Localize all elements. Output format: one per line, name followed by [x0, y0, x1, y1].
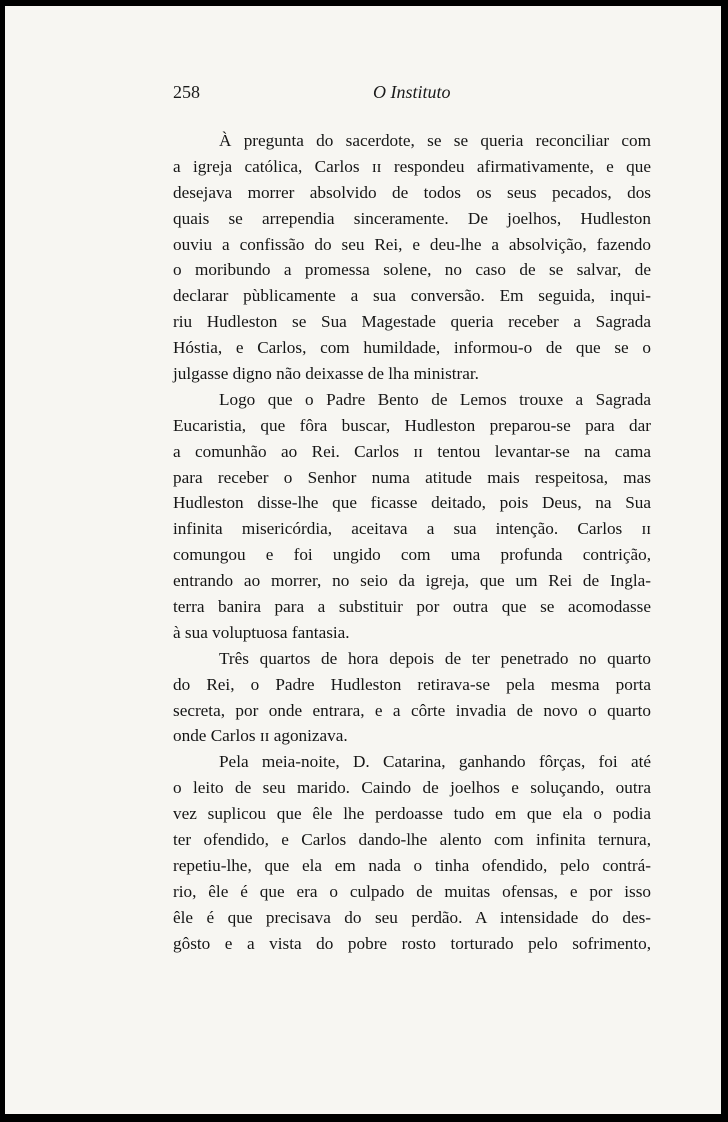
text-line: entrando ao morrer, no seio da igreja, que um Rei de Ingla-	[173, 571, 651, 591]
paragraph	[173, 646, 651, 750]
text-line: do Rei, o Padre Hudleston retirava-se pela mesma porta	[173, 674, 651, 694]
page-header	[173, 82, 651, 106]
text-line: julgasse digno não deixasse de lha ministrar.	[173, 364, 479, 384]
text-line: o leito de seu marido. Caindo de joelhos e soluçando, outra	[173, 778, 651, 798]
text-line: à sua voluptuosa fantasia.	[173, 622, 350, 642]
text-line: terra banira para a substituir por outra que se acomodasse	[173, 597, 651, 617]
book-page	[5, 6, 721, 1114]
text-line: vez suplicou que êle lhe perdoasse tudo em que ela o podia	[173, 804, 651, 824]
text-line: infinita misericórdia, aceitava a sua intenção. Carlos ɪɪ	[173, 519, 651, 539]
text-line: êle é que precisava do seu perdão. A intensidade do des-	[173, 907, 651, 927]
text-line: Pela meia-noite, D. Catarina, ganhando fôrças, foi até	[219, 752, 651, 772]
text-line: desejava morrer absolvido de todos os seus pecados, dos	[173, 182, 651, 202]
text-line: secreta, por onde entrara, e a côrte invadia de novo o quarto	[173, 700, 651, 720]
text-line: declarar pùblicamente a sua conversão. Em seguida, inqui-	[173, 286, 651, 306]
text-line: gôsto e a vista do pobre rosto torturado pelo sofrimento,	[173, 933, 651, 953]
text-line: ter ofendido, e Carlos dando-lhe alento com infinita ternura,	[173, 830, 651, 850]
text-line: Eucaristia, que fôra buscar, Hudleston preparou-se para dar	[173, 415, 651, 435]
text-line: para receber o Senhor numa atitude mais respeitosa, mas	[173, 467, 651, 487]
paragraph	[173, 387, 651, 646]
text-line: Hóstia, e Carlos, com humildade, informou-o de que se o	[173, 338, 651, 358]
paragraph	[173, 128, 651, 387]
text-line: rio, êle é que era o culpado de muitas ofensas, e por isso	[173, 881, 651, 901]
text-line: a comunhão ao Rei. Carlos ɪɪ tentou levantar-se na cama	[173, 441, 651, 461]
text-line: Hudleston disse-lhe que ficasse deitado, pois Deus, na Sua	[173, 493, 651, 513]
text-line: À pregunta do sacerdote, se se queria reconciliar com	[219, 131, 651, 150]
text-line: o moribundo a promessa solene, no caso de se salvar, de	[173, 260, 651, 280]
body-text	[173, 128, 651, 957]
text-line: a igreja católica, Carlos ɪɪ respondeu afirmativamente, e que	[173, 156, 651, 176]
text-line: onde Carlos ɪɪ agonizava.	[173, 726, 348, 746]
text-line: Três quartos de hora depois de ter penetrado no quarto	[219, 648, 651, 668]
text-line: Logo que o Padre Bento de Lemos trouxe a Sagrada	[219, 389, 651, 409]
text-line: riu Hudleston se Sua Magestade queria receber a Sagrada	[173, 312, 651, 332]
text-line: quais se arrependia sinceramente. De joelhos, Hudleston	[173, 208, 651, 228]
text-line: repetiu-lhe, que ela em nada o tinha ofendido, pelo contrá-	[173, 855, 651, 875]
text-line: ouviu a confissão do seu Rei, e deu-lhe a absolvição, fazendo	[173, 234, 651, 254]
running-title: O Instituto	[373, 82, 451, 102]
page-number: 258	[173, 82, 200, 102]
paragraph	[173, 749, 651, 956]
text-line: comungou e foi ungido com uma profunda contrição,	[173, 545, 651, 565]
